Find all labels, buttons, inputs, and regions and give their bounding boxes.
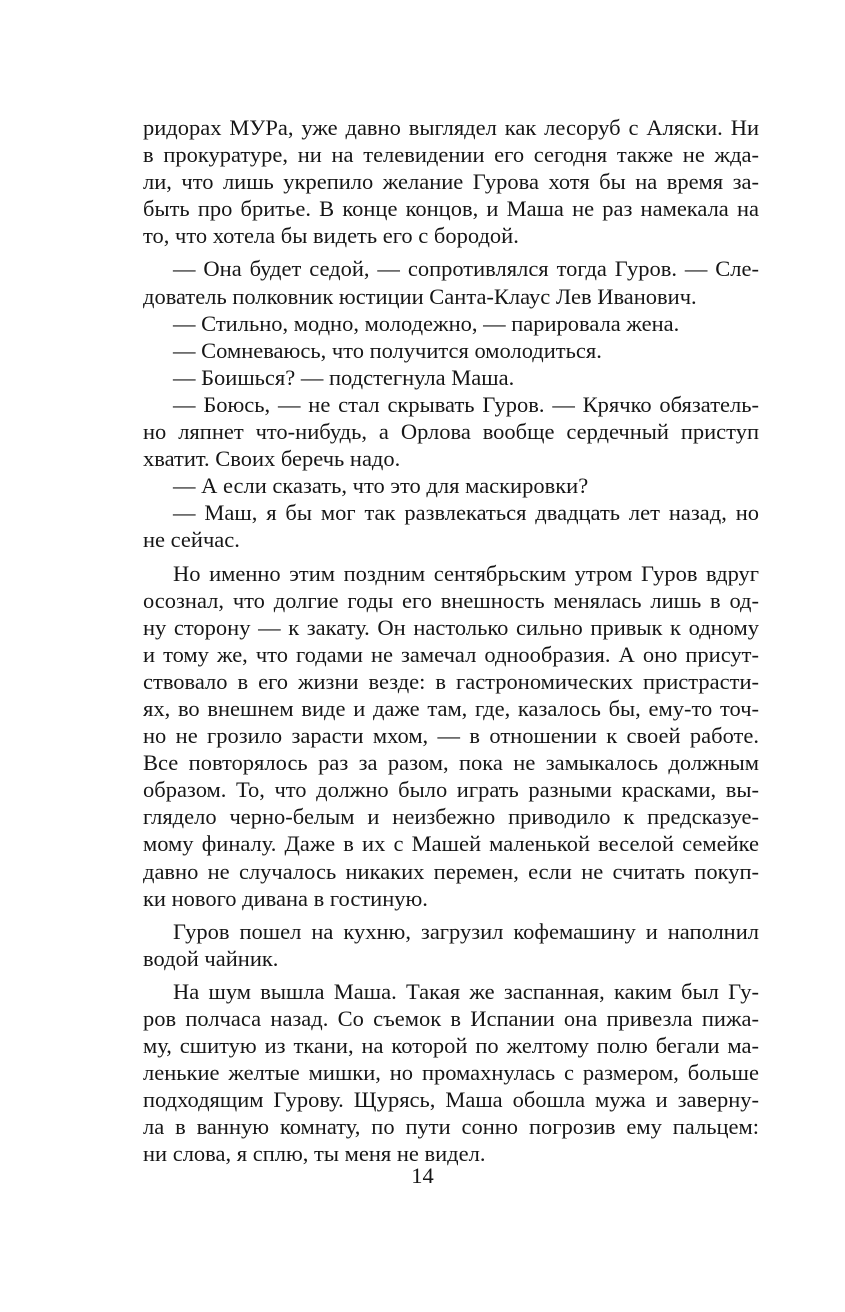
text-line: ленькие желтые мишки, но промахнулась с размером, больше [143, 1060, 759, 1086]
text-line: ни слова, я сплю, ты меня не видел. [143, 1141, 486, 1167]
text-line: водой чайник. [143, 945, 279, 971]
paragraph-6 [143, 391, 759, 472]
body-text [143, 114, 759, 1168]
text-line: На шум вышла Маша. Такая же заспанная, каким был Гу- [173, 978, 759, 1004]
text-line: мому финалу. Даже в их с Машей маленькой веселой семейке [143, 831, 759, 857]
paragraph-1 [143, 114, 759, 249]
paragraph-8 [143, 499, 759, 553]
text-line: осознал, что долгие годы его внешность менялась лишь в од- [143, 587, 759, 613]
page-number: 14 [411, 1163, 434, 1188]
text-line: в прокуратуре, ни на телевидении его сегодня также не жда- [143, 142, 759, 168]
text-line: ну сторону — к закату. Он настолько сильно привык к одному [143, 614, 759, 640]
text-line: ли, что лишь укрепило желание Гурова хотя бы на время за- [143, 169, 759, 195]
text-line: — Маш, я бы мог так развлекаться двадцать лет назад, но [173, 500, 759, 526]
text-line: — Стильно, модно, молодежно, — парировала жена. [173, 310, 680, 336]
text-line: то, что хотела бы видеть его с бородой. [143, 223, 519, 249]
text-line: ла в ванную комнату, по пути сонно погрозив ему пальцем: [143, 1114, 759, 1140]
text-line: давно не случалось никаких перемен, если не считать покуп- [143, 858, 759, 884]
paragraph-11 [143, 978, 759, 1168]
text-line: ров полчаса назад. Со съемок в Испании она привезла пижа- [143, 1006, 759, 1031]
text-line: — А если сказать, что это для маскировки? [173, 473, 589, 499]
text-line: дователь полковник юстиции Санта-Клаус Лев Иванович. [143, 283, 697, 309]
text-line: но не грозило зарасти мхом, — в отношении к своей работе. [143, 723, 759, 749]
text-line: — Она будет седой, — сопротивлялся тогда Гуров. — Сле- [173, 256, 759, 282]
text-line: ях, во внешнем виде и даже там, где, казалось бы, ему-то точ- [143, 695, 759, 721]
paragraph-10 [143, 918, 759, 972]
paragraph-3 [143, 310, 759, 337]
paragraph-5 [143, 364, 759, 391]
text-line: но ляпнет что-нибудь, а Орлова вообще сердечный приступ [143, 419, 759, 445]
text-line: ствовало в его жизни везде: в гастрономических пристрасти- [143, 668, 759, 694]
text-line: ки нового дивана в гостиную. [143, 885, 428, 911]
paragraph-7 [143, 472, 759, 499]
text-line: — Сомневаюсь, что получится омолодиться. [173, 337, 602, 363]
text-line: Гуров пошел на кухню, загрузил кофемашину и наполнил [173, 918, 759, 944]
text-line: — Боишься? — подстегнула Маша. [173, 364, 515, 390]
text-line: не сейчас. [143, 527, 240, 553]
text-line: му, сшитую из ткани, на которой по желтому полю бегали ма- [143, 1033, 759, 1059]
text-line: ридорах МУРа, уже давно выглядел как лесоруб с Аляски. Ни [143, 115, 759, 140]
text-line: глядело черно-белым и неизбежно приводило к предсказуе- [143, 804, 759, 830]
text-line: и тому же, что годами не замечал однообразия. А оно присут- [143, 641, 759, 667]
text-line: хватит. Своих беречь надо. [143, 446, 401, 472]
text-line: Но именно этим поздним сентябрьским утром Гуров вдруг [173, 560, 759, 586]
text-line: Все повторялось раз за разом, пока не замыкалось должным [143, 750, 759, 776]
text-line: быть про бритье. В конце концов, и Маша не раз намекала на [143, 196, 759, 222]
paragraph-9 [143, 560, 759, 912]
text-line: подходящим Гурову. Щурясь, Маша обошла мужа и заверну- [143, 1087, 759, 1113]
text-line: образом. То, что должно было играть разными красками, вы- [143, 777, 759, 803]
paragraph-4 [143, 337, 759, 364]
text-line: — Боюсь, — не стал скрывать Гуров. — Крячко обязатель- [173, 391, 759, 417]
paragraph-2 [143, 255, 759, 309]
